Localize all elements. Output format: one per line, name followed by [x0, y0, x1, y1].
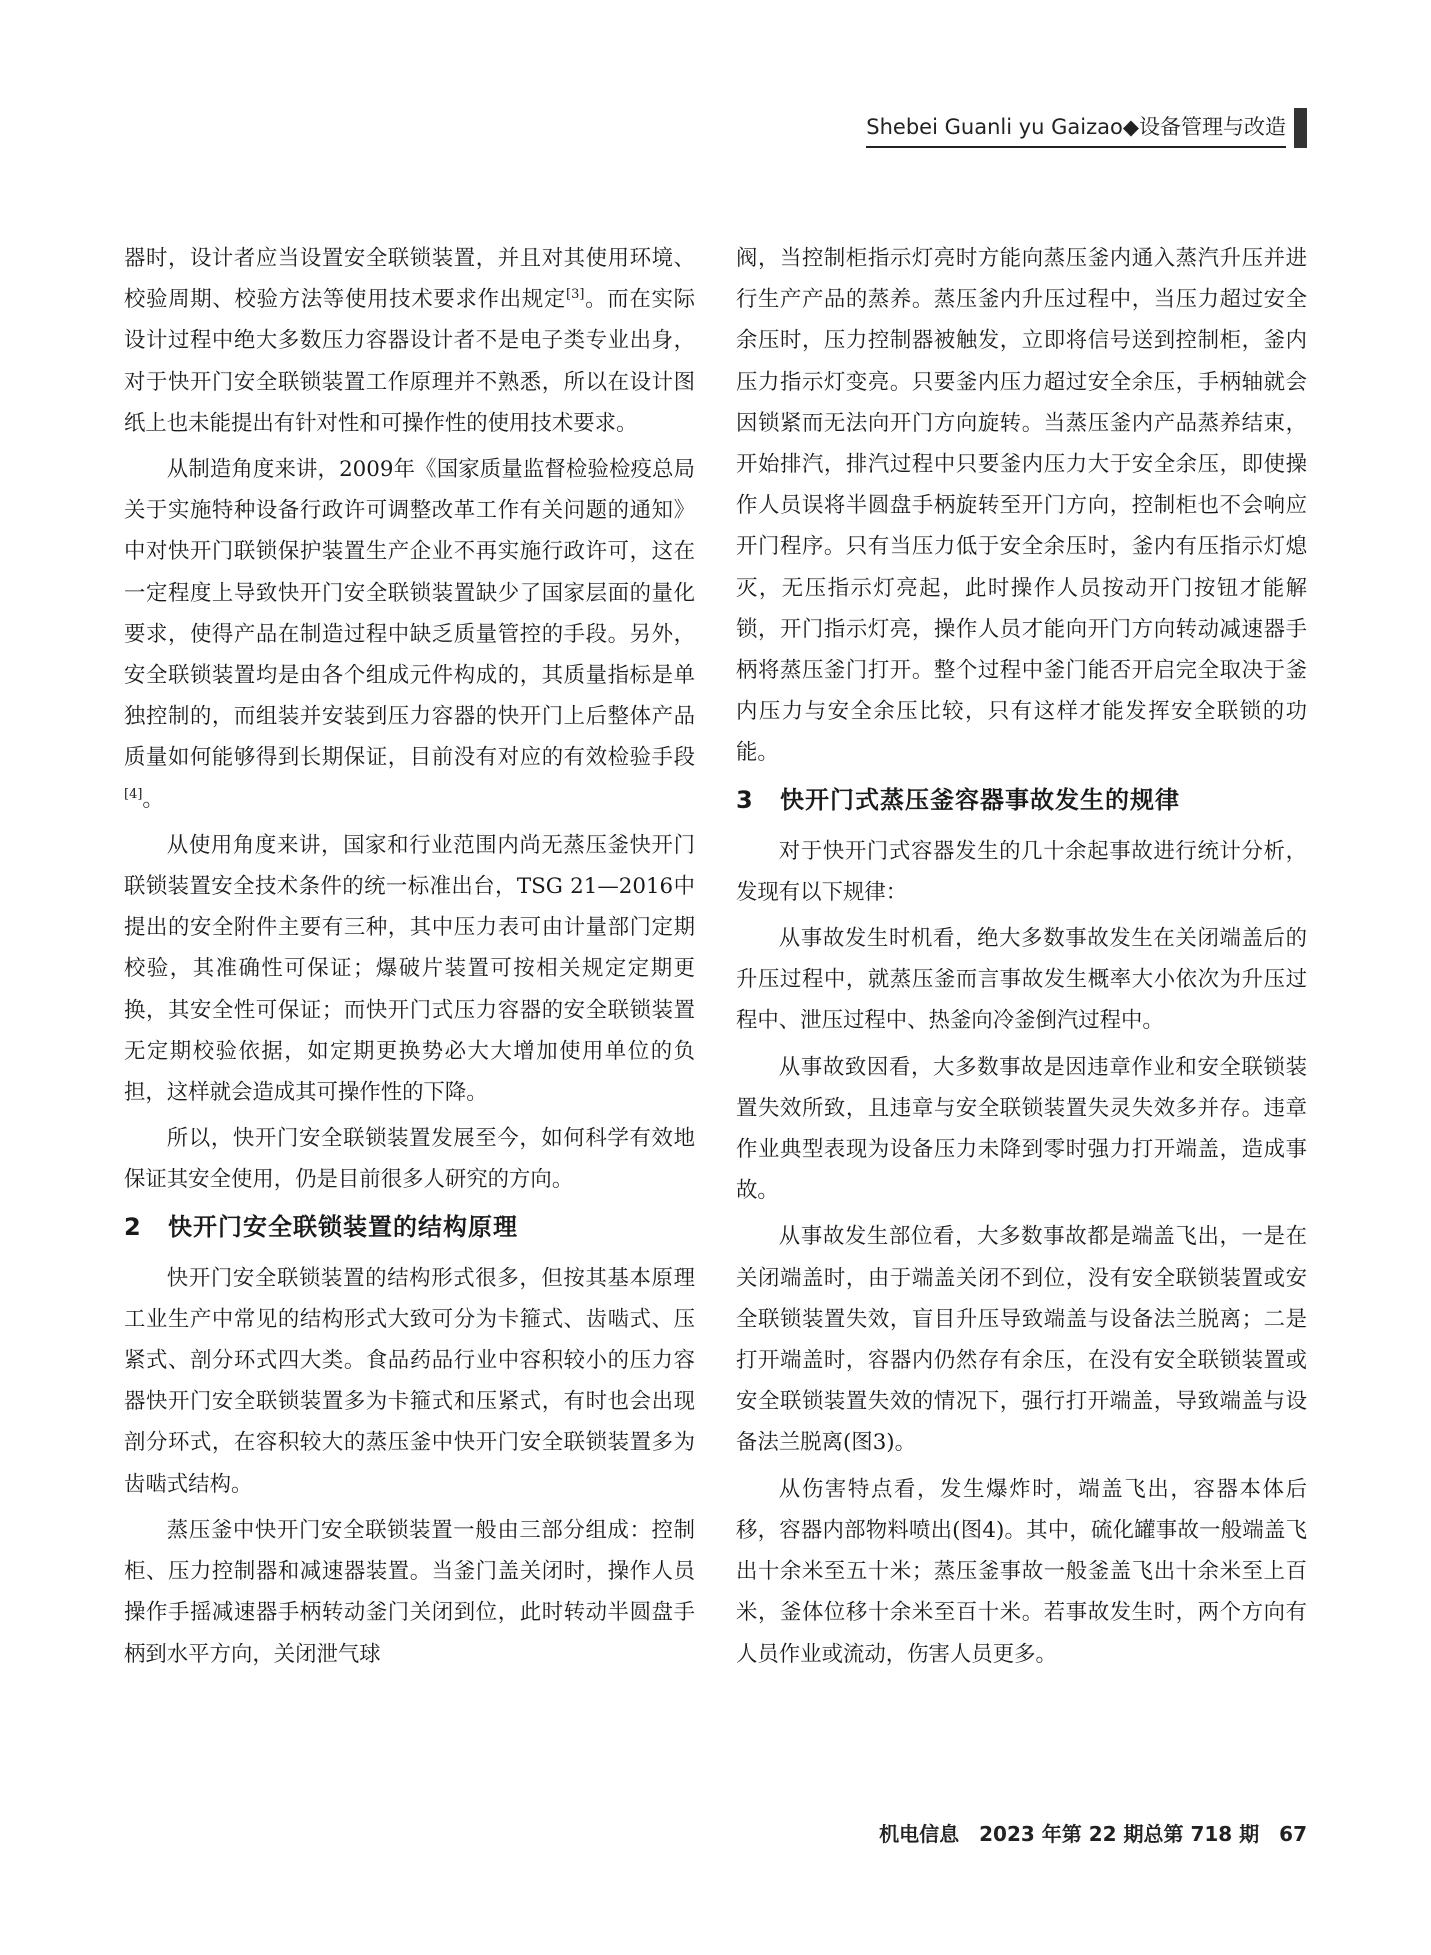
section-number: 3 [736, 785, 754, 814]
paragraph: 从事故致因看，大多数事故是因违章作业和安全联锁装置失效所致，且违章与安全联锁装置失灵失效多并存。违章作业典型表现为设备压力未降到零时强力打开端盖，造成事故。 [736, 1054, 1307, 1204]
paragraph: 对于快开门式容器发生的几十余起事故进行统计分析，发现有以下规律： [736, 838, 1307, 905]
journal-header-text: Shebei Guanli yu Gaizao◆设备管理与改造 [866, 114, 1286, 148]
section-number: 2 [124, 1212, 142, 1241]
section-heading-2 [124, 1206, 695, 1248]
paragraph: 器时，设计者应当设置安全联锁装置，并且对其使用环境、校验周期、校验方法等使用技术要求作出规定[3]。而在实际设计过程中绝大多数压力容器设计者不是电子类专业出身，对于快开门安全联锁装置工作原理并不熟悉，所以在设计图纸上也未能提出有针对性和可操作性的使用技术要求。 [124, 246, 695, 436]
section-title: 快开门式蒸压釜容器事故发生的规律 [780, 785, 1180, 814]
running-header [866, 108, 1307, 148]
paragraph: 从制造角度来讲，2009年《国家质量监督检验检疫总局关于实施特种设备行政许可调整改革工作有关问题的通知》中对快开门联锁保护装置生产企业不再实施行政许可，这在一定程度上导致快开门安全联锁装置缺少了国家层面的量化要求，使得产品在制造过程中缺乏质量管控的手段。另外，安全联锁装置均是由各个组成元件构成的，其质量指标是单独控制的，而组装并安装到压力容器的快开门上后整体产品质量如何能够得到长期保证，目前没有对应的有效检验手段[4]。 [124, 457, 695, 812]
paragraph: 蒸压釜中快开门安全联锁装置一般由三部分组成：控制柜、压力控制器和减速器装置。当釜门盖关闭时，操作人员操作手摇减速器手柄转动釜门关闭到位，此时转动半圆盘手柄到水平方向，关闭泄气球 [124, 1517, 695, 1667]
section-title: 快开门安全联锁装置的结构原理 [168, 1212, 518, 1241]
right-column [736, 238, 1307, 1680]
paragraph: 从事故发生部位看，大多数事故都是端盖飞出，一是在关闭端盖时，由于端盖关闭不到位，没有安全联锁装置或安全联锁装置失效，盲目升压导致端盖与设备法兰脱离；二是打开端盖时，容器内仍然存有余压，在没有安全联锁装置或安全联锁装置失效的情况下，强行打开端盖，导致端盖与设备法兰脱离(图3)。 [736, 1224, 1307, 1456]
header-bar-decoration [1294, 108, 1307, 148]
left-column [124, 238, 695, 1680]
page-footer: 机电信息 2023 年第 22 期总第 718 期 67 [879, 1822, 1307, 1846]
paragraph: 从事故发生时机看，绝大多数事故发生在关闭端盖后的升压过程中，就蒸压釜而言事故发生概率大小依次为升压过程中、泄压过程中、热釜向冷釜倒汽过程中。 [736, 926, 1307, 1034]
section-heading-3 [736, 779, 1307, 821]
paragraph: 阀，当控制柜指示灯亮时方能向蒸压釜内通入蒸汽升压并进行生产产品的蒸养。蒸压釜内升压过程中，当压力超过安全余压时，压力控制器被触发，立即将信号送到控制柜，釜内压力指示灯变亮。只要釜内压力超过安全余压，手柄轴就会因锁紧而无法向开门方向旋转。当蒸压釜内产品蒸养结束，开始排汽，排汽过程中只要釜内压力大于安全余压，即使操作人员误将半圆盘手柄旋转至开门方向，控制柜也不会响应开门程序。只有当压力低于安全余压时，釜内有压指示灯熄灭，无压指示灯亮起，此时操作人员按动开门按钮才能解锁，开门指示灯亮，操作人员才能向开门方向转动减速器手柄将蒸压釜门打开。整个过程中釜门能否开启完全取决于釜内压力与安全余压比较，只有这样才能发挥安全联锁的功能。 [736, 246, 1307, 766]
paragraph: 从伤害特点看，发生爆炸时，端盖飞出，容器本体后移，容器内部物料喷出(图4)。其中，硫化罐事故一般端盖飞出十余米至五十米；蒸压釜事故一般釜盖飞出十余米至上百米，釜体位移十余米至百十米。若事故发生时，两个方向有人员作业或流动，伤害人员更多。 [736, 1476, 1307, 1667]
paragraph: 快开门安全联锁装置的结构形式很多，但按其基本原理工业生产中常见的结构形式大致可分为卡箍式、齿啮式、压紧式、剖分环式四大类。食品药品行业中容积较小的压力容器快开门安全联锁装置多为卡箍式和压紧式，有时也会出现剖分环式，在容积较大的蒸压釜中快开门安全联锁装置多为齿啮式结构。 [124, 1265, 695, 1497]
paragraph: 从使用角度来讲，国家和行业范围内尚无蒸压釜快开门联锁装置安全技术条件的统一标准出台，TSG 21—2016中提出的安全附件主要有三种，其中压力表可由计量部门定期校验，其准确性可保证；爆破片装置可按相关规定定期更换，其安全性可保证；而快开门式压力容器的安全联锁装置无定期校验依据，如定期更换势必大大增加使用单位的负担，这样就会造成其可操作性的下降。 [124, 832, 695, 1106]
citation-ref: [4] [124, 786, 143, 802]
citation-ref: [3] [566, 287, 585, 303]
paragraph: 所以，快开门安全联锁装置发展至今，如何科学有效地保证其安全使用，仍是目前很多人研究的方向。 [124, 1126, 695, 1193]
